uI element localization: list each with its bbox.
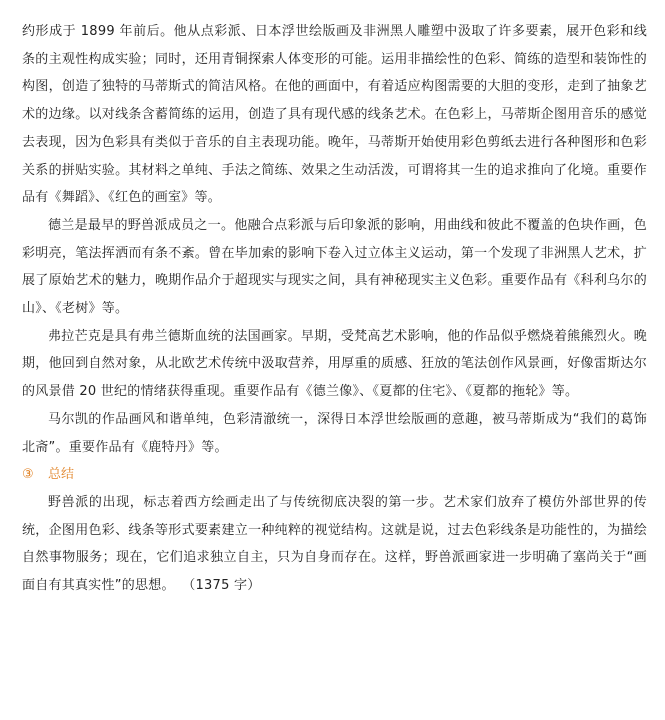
section-title: 总结 [48, 467, 75, 483]
section-heading-summary [22, 461, 647, 489]
paragraph-matisse: 约形成于 1899 年前后。他从点彩派、日本浮世绘版画及非洲黑人雕塑中汲取了许多要素，展开色彩和线条的主观性构成实验；同时，还用青铜探索人体变形的可能。运用非描绘性的色彩、简练的造型和装饰性的构图，创造了独特的马蒂斯式的简洁风格。在他的画面中，有着适应构图需要的大胆的变形，走到了抽象艺术的边缘。以对线条含蓄简练的运用，创造了具有现代感的线条艺术。在色彩上，马蒂斯企图用音乐的感觉去表现，因为色彩具有类似于音乐的自主表现功能。晚年，马蒂斯开始使用彩色剪纸去进行各种图形和色彩关系的拼贴实验。其材料之单纯、手法之简练、效果之生动活泼，可谓将其一生的追求推向了化境。重要作品有《舞蹈》、《红色的画室》等。 [22, 24, 647, 206]
paragraph-marquet: 马尔凯的作品画风和谐单纯，色彩清澈统一，深得日本浮世绘版画的意趣，被马蒂斯成为“我们的葛饰北斋”。重要作品有《鹿特丹》等。 [22, 411, 647, 455]
document-page [22, 18, 647, 600]
paragraph-summary [22, 489, 647, 600]
paragraph-derain: 德兰是最早的野兽派成员之一。他融合点彩派与后印象派的影响，用曲线和彼此不覆盖的色块作画，色彩明亮，笔法挥洒而有条不紊。曾在毕加索的影响下卷入过立体主义运动，第一个发现了非洲黑人艺术，扩展了原始艺术的魅力，晚期作品介于超现实与现实之间，具有神秘现实主义色彩。重要作品有《科利乌尔的山》、《老树》等。 [22, 217, 647, 317]
summary-text: 野兽派的出现，标志着西方绘画走出了与传统彻底决裂的第一步。艺术家们放弃了模仿外部世界的传统，企图用色彩、线条等形式要素建立一种纯粹的视觉结构。这就是说，过去色彩线条是功能性的，为描绘自然事物服务；现在，它们追求独立自主，只为自身而存在。这样，野兽派画家进一步明确了塞尚关于“画面自有其真实性”的思想。 [22, 494, 647, 594]
section-number: ③ [22, 467, 34, 483]
paragraph-vlaminck: 弗拉芒克是具有弗兰德斯血统的法国画家。早期，受梵高艺术影响，他的作品似乎燃烧着熊熊烈火。晚期，他回到自然对象，从北欧艺术传统中汲取营养，用厚重的质感、狂放的笔法创作风景画，好像雷斯达尔的风景借 20 世纪的情绪获得重现。重要作品有《德兰像》、《夏都的住宅》、《夏都的拖轮》等。 [22, 328, 647, 400]
word-count: （1375 字） [188, 578, 261, 594]
